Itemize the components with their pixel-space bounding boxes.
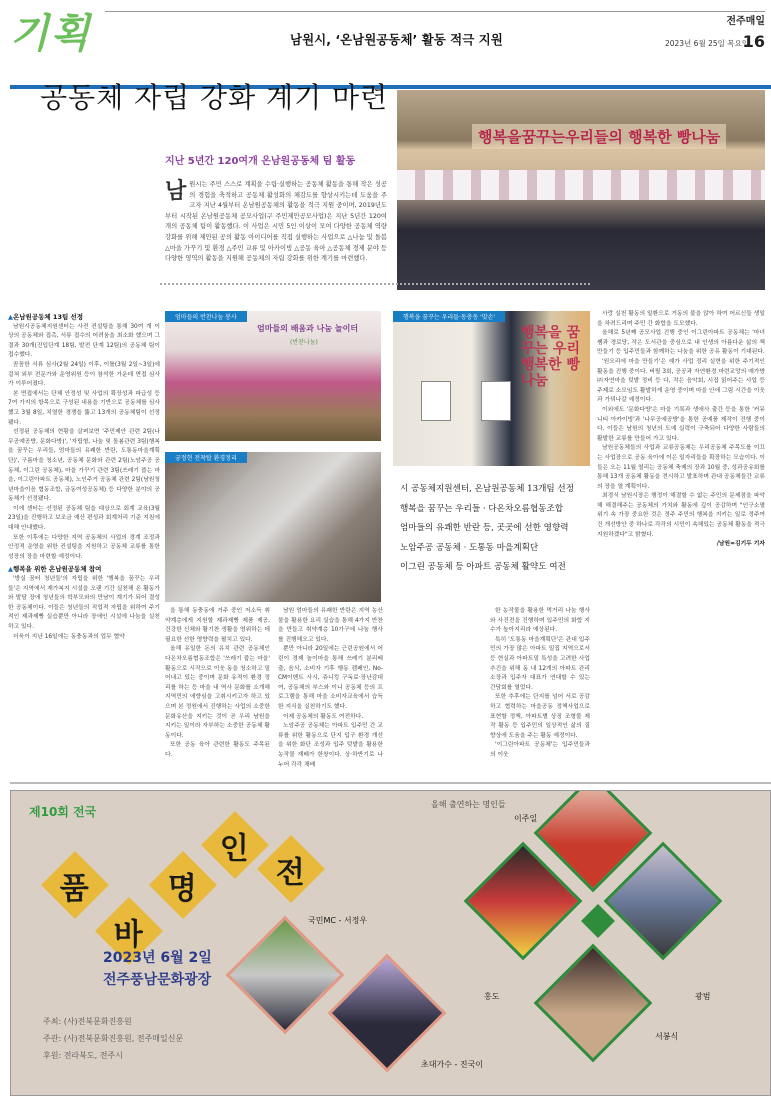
section-divider	[10, 782, 771, 784]
festival-advertisement	[10, 790, 771, 1096]
paragraph: 올해로 5년째 공모사업 진행 중인 이그린아파트 공동체는 '마녀쌤과 경로당, 작은 도서관을 중심으로 내 인생의 아름다운 삶의 책 만들기 등 입주민들과 함께하는 나눔을 위한 공유 활동이 기대된다.	[597, 330, 765, 356]
page-number: 16	[742, 32, 765, 51]
headline: 공동체 자립 강화 계기 마련	[40, 81, 389, 114]
subheadline: 지난 5년간 120여개 온남원공동체 팀 활동	[165, 156, 356, 167]
photo-caption: 엄마들의 반찬나눔 봉사	[165, 311, 247, 322]
organizers	[43, 1013, 183, 1064]
paragraph: 이외에도 '문화다방'은 마을 기록과 생애사 출간 등을 통한 '커뮤니티 아카이빙'과 '나무공예공방'을 통한 공예품 제작이 진행 중이다. 이들은 남원의 청년의 도예 실력이 구축되어 다양한 사람들의 활발한 교류를 만들어 가고 있다.	[597, 406, 765, 442]
performer-photo	[534, 944, 653, 1063]
photo-caption: 행복을 꿈꾸는 우리들·동충동 '맞손'	[393, 311, 505, 322]
drop-cap: 남	[165, 178, 187, 204]
page-kicker: 남원시, ‘온남원공동체’ 활동 적극 지원	[290, 32, 503, 47]
title-diamond: 품	[41, 851, 109, 919]
paragraph: 최경식 남원시장은 행정이 해결할 수 없는 주민의 문제점을 파악해 해결해주는 공동체의 가치와 활동에 깊이 공감하며 "인구소멸 위기 속 가장 중요한 것은 정주 주민의 행복을 지키는 일로 정주여건 개선방안 중 하나로 각각의 시민이 속해있는 공동체 활동을 적극 지원하겠다"고 밝혔다.	[597, 493, 765, 538]
photo-side-dish	[165, 311, 381, 441]
photo-banner-sub: (반찬나눔)	[290, 339, 318, 346]
byline: /남원=김기두 기자	[716, 541, 765, 548]
title-diamond: 바	[95, 897, 163, 965]
organizer: 주관: (사)전북문화진흥원, 전주매일신문	[43, 1034, 184, 1043]
paragraph: 남원 엄마들의 유쾌한 반란은 지역 농산물을 활용한 요리 실습을 통해 4가지 반찬을 만들고 취약계층 10가구에 나눔 행사를 진행해오고 있다.	[278, 608, 383, 643]
column-1	[8, 310, 160, 780]
lead-text: 원시는 주민 스스로 계획을 수립·실행하는 공동체 활동을 통해 작은 성공의 경험을 축적하고 공동체 활성화의 체감도를 향상시키는데 도움을 주고자 지난 4월부터 온남원공동체의 활동을 적극 지원 중이며, 2019년도부터 시작된 온남원공동체 공모사업(구 주민제안공모사업)은 지난 5년간 120여 개의 공동체 팀이 활동했다. 이 사업은 시민 5인 이상이 모여 다양한 공동체 역량강화를 위해 제안된 공의 활동 아이디어를 직접 실행하는 사업으로 △나눔 및 돌봄 △마을 가꾸기 및 환경 △주민 교류 및 아카이빙 △공동 육아 △공동체 경제 분야 등 다양한 영역의 활동을 지원해 공동체의 자립 강화를 위한 계기를 마련했다.	[165, 181, 387, 263]
ad-edition: 제10회 전국	[29, 805, 97, 819]
certificate	[421, 381, 451, 421]
paragraph: 특히 '도통동 마을계획단'은 관내 입주민의 가장 많은 아파트 밀집 지역으로서 등 현실과 아파트밀 특성을 고려한 사업 추진을 위해 동 내 12개의 아파트 관리소장과 입주자 대표가 연대할 수 있는 간담회를 열었다.	[490, 636, 590, 691]
paragraph: '방실 꿈터 청년들'의 자립을 위한 '행복을 꿈꾸는 우리들'은 지역에서 재가복지 시설을 오랜 기간 실천해 온 활동가와 발달 장애 청년들의 학부모와의 만남이 계기가 되어 결성한 공동체이다. 이들은 청년들의 직업적 자립을 위하여 주기적인 제과제빵 실습뿐만 아니라 장애인 시설에 나눔을 실천하고 있다.	[8, 576, 160, 630]
hats-row	[397, 170, 765, 200]
paragraph: 한 농작물을 활용한 먹거리 나눔 행사와 사진전을 진행하며 입주민의 화합 지수가 높아지리라 예상된다.	[490, 608, 590, 634]
performer-name: 이주일	[514, 814, 538, 823]
green-diamond	[581, 904, 615, 938]
paragraph: 뿐만 아니라 20일에는 근린공원에서 어린이 경제 놀이마을 통해 쓰레기 분리배출, 음식, 소비자 기후 행동 캠페인, No-CM이벤트 사시, 쥬니킹 구독료·장난감대여, 공동체의 부스와 이니 공동체 등의 프로그램을 통해 마을 소비자교육에서 습득한 지식을 실천하기도 했다.	[278, 646, 383, 710]
performer-photo	[328, 954, 447, 1073]
performer-name: 광범	[695, 992, 711, 1001]
title-diamond: 명	[149, 851, 217, 919]
column-4	[597, 310, 765, 780]
paragraph: 또한 이후에는 다양한 지역 공동체의 사업의 경계 조정과 안정적 운영을 위한 컨설팅을 지원하고 공동체 교류를 통한 성장의 장을 마련할 예정이다.	[8, 534, 160, 560]
paragraph: '원오리에 마을 만들기'은 예가 사업 정리 실현을 위한 주기적인 활동을 진행 중이다. 버릴 3회, 공공과 자연환경 마련교망의 예가방 ㈜자연마을 텃밭 정비 등 다, 작은 음악회, 시집 읽어주는 사업 등 주제로 소모임도 활발하게 운영 중이며 마을 안에 그림 시간을 이웃과 가꿔나갈 예정이다.	[597, 358, 765, 404]
photo-caption: 궁정현 전착탑 환경정리	[165, 452, 247, 463]
photo-banner: 행복을 꿈꾸는 우리 행복한 빵나눔	[521, 325, 580, 389]
photo-cleanup	[165, 452, 381, 602]
paragraph: 꼼꼼한 서류 심사(2월 24일) 이후, 이틀(3월 2일~3일)에 걸쳐 외부 전문가와 운영위원 등이 참석한 가운데 면접 심사가 이루어졌다.	[8, 361, 160, 388]
performer-photo	[226, 916, 345, 1035]
paragraph: 을 통해 동충동에 거주 중인 저소득 취약계층에게 지원할 제과제빵 제품 제공, 건강한 신체와 활기찬 생활을 영위하는 데 필요한 선한 영향력을 펼치고 있다.	[165, 608, 270, 643]
paragraph: '이그린아파트 공동체'는 입주민들과의 이웃	[490, 742, 590, 758]
issue-date: 2023년 6월 25일 목요일	[664, 39, 749, 48]
pull-quote	[400, 480, 590, 578]
paragraph: 사랑 실천 활동의 일환으로 거동의 불을 앉아 하여 어르신들 생일을 차려드리며 주민 간 화합을 도모했다.	[597, 311, 765, 327]
column-3	[490, 607, 590, 782]
column-2	[165, 607, 383, 782]
performer-name: 홍도	[484, 992, 500, 1001]
performer-name: 서봉식	[655, 1032, 679, 1041]
pull-quote-line: 행복을 꿈꾸는 우리들 · 다온차오름협동조합	[400, 503, 564, 514]
paragraph: 남원공동체들의 사업과 교류공동체는 우리공동체 주목도를 이끄는 사업장으로 공동 육아에 이은 일자리들을 확장하는 모습이다. 이들은 오는 11월 열리는 공동체 축제의 장과 10월 중, 성과공유회를 통해 13개 공동체 활동을 전시하고 발표하며 관내 공동체들간 교류의 장을 열 계획이다.	[597, 445, 765, 490]
paragraph: 더욱이 지난 16일에는 동충동과의 업무 협약	[13, 633, 125, 640]
paragraph: 선정된 공동체의 현황을 살펴보면 '주민제안 관련 2팀(나무공예공방, 문화다방)', '자립형, 나눔 및 돌봄관련 3팀(행복을 꿈꾸는 우리들, 엄마들의 유쾌한 반란, 도통동마을계획단)', 구름마을 청소년, 공동체 문화와 관련 2팀(노암주공 공동체, 이그린 공동체), 마을 가꾸기 관련 3팀(쓰레기 줍는 마을, 이그린아파트 공동체), 노인주거 공동체 관련 2팀(남원청년마을이음 협동조합, 금동여성공동체) 등 다양한 분야의 공동체가 선정됐다.	[8, 429, 160, 503]
divider	[105, 11, 765, 12]
title-diamond: 인	[201, 811, 269, 879]
performer-name: 국민MC - 서정우	[308, 916, 368, 925]
photo-banner: 행복을꿈꾸는우리들의 행복한 빵나눔	[472, 124, 726, 149]
paragraph: 본 면접에서는 단체 안정성 및 사업의 확장성과 파급성 등 7여 가지의 항목으로 구성된 내용을 기반으로 공동체를 심사했고 3월 8일, 치열한 경쟁을 뚫고 13개의 공동체팀이 선정됐다.	[8, 390, 160, 426]
title-diamond: 전	[257, 835, 325, 903]
event-info	[103, 947, 212, 991]
pull-quote-line: 노암주공 공동체 · 도통동 마을계획단	[400, 542, 539, 553]
performers-heading: 올해 출연하는 명인들	[431, 800, 506, 809]
paragraph: 노암주공 공동체는 아파트 입주민 간 교류를 위한 활동으로 단지 입구 환경 개선을 위한 화단 조성과 입주 텃밭을 활용한 농작물 재배가 한창이다. 상·하반기로 나누어 각각 채배	[278, 723, 383, 768]
lead-paragraph	[165, 180, 387, 265]
pull-quote-line: 엄마들의 유쾌한 반란 등, 곳곳에 선한 영향력	[400, 523, 569, 533]
organizer: 주최: (사)전북문화진흥원	[43, 1017, 132, 1026]
photo-banner: 엄마들의 배움과 나눔 놀이터	[257, 324, 359, 333]
organizer: 후원: 전라북도, 전주시	[43, 1051, 123, 1060]
newspaper-name: 전주매일	[726, 16, 765, 27]
event-venue: 전주풍남문화광장	[103, 972, 212, 988]
photo-mou	[393, 311, 590, 466]
pull-quote-line: 시 공동체지원센터, 온남원공동체 13개팀 선정	[400, 484, 575, 494]
paragraph: 이제 공동체의 활동도 여전하다.	[283, 713, 364, 720]
section-label: 기획	[10, 10, 92, 57]
performer-name: 초대가수 - 진국이	[421, 1060, 484, 1069]
paragraph: 또한 공동 육아 관련한 활동도 주목된다.	[165, 742, 270, 758]
paragraph: 남원시공동체지원센터는 사전 컨설팅을 통해 30여 개 이상의 공동체와 접촉, 서류 접수의 어려움을 최소화 했으며 그 결과 30개(진입단계 18팀, 발전 단계 12팀)의 공동체 팀이 접수했다.	[8, 323, 160, 359]
pull-quote-line: 이그린 공동체 등 아파트 공동체 활약도 여전	[400, 562, 566, 572]
event-date: 2023년 6월 2일	[103, 950, 212, 966]
paragraph: 또한 추후에는 단지를 넘어 서로 공감하고 협력하는 마을공동 정책사업으로 표현할 정책, 아파트별 상징 조형물 제작 활동 등 입주민의 일상적인 삶의 질 향상에 도움을 주는 활동 예정이다.	[490, 694, 590, 739]
paragraph: 이에 센터는 선정된 공동체 팀을 대상으로 회계 교육(3월 23일)을 진행하고 보조금 예산 편성과 회계처리 기준 지침에 대해 안내했다.	[8, 505, 160, 532]
col1-heading-2: ▲행복을 위한 온남원공동체 참여	[8, 565, 102, 574]
dotted-divider	[160, 283, 590, 285]
col1-heading: ▲온남원공동체 13팀 선정	[8, 313, 84, 321]
paragraph: 올해 유일한 돈의 유치 관련 공동체인 다온차오름협동조합은 '쓰레기 줍는 마을' 활동으로 시작으로 이웃 동을 청소하고 밀어내고 있는 중이며 문화 유적이 환경 정리를 하는 등 마을 내 역사 문화를 소개해 지역민의 애향심을 고취시키고자 하고 있으며 본 정원에서 진행하는 사업의 소중한 문화유산을 지키는 것이 곧 우리 남원을 지키는 일이라 자부하는 소중한 공동체 활동이다.	[165, 646, 270, 739]
certificate	[481, 381, 511, 421]
main-photo	[397, 90, 765, 290]
